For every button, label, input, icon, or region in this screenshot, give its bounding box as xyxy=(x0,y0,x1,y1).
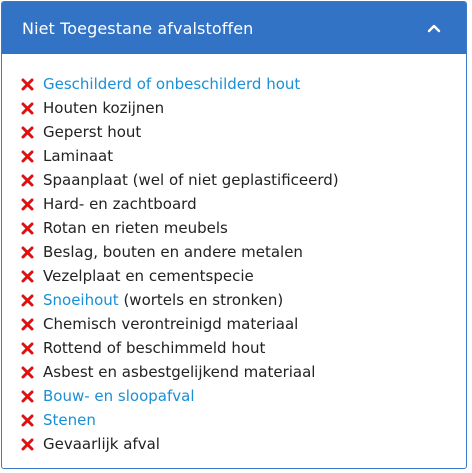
item-label: Asbest en asbestgelijkend materiaal xyxy=(43,363,316,381)
chevron-up-icon xyxy=(427,23,441,33)
list-item xyxy=(20,336,466,360)
list-item xyxy=(20,408,466,432)
list-item xyxy=(20,360,466,384)
list-item xyxy=(20,96,466,120)
item-label: Vezelplaat en cementspecie xyxy=(43,267,254,285)
cross-icon xyxy=(20,437,35,452)
cross-icon xyxy=(20,389,35,404)
cross-icon xyxy=(20,197,35,212)
cross-icon xyxy=(20,413,35,428)
item-label: Rotan en rieten meubels xyxy=(43,219,228,237)
panel-title: Niet Toegestane afvalstoffen xyxy=(22,18,254,38)
waste-list xyxy=(2,54,466,456)
cross-icon xyxy=(20,77,35,92)
cross-icon xyxy=(20,125,35,140)
cross-icon xyxy=(20,365,35,380)
item-link[interactable]: Snoeihout xyxy=(43,291,119,309)
cross-icon xyxy=(20,101,35,116)
item-label: Spaanplaat (wel of niet geplastificeerd) xyxy=(43,171,339,189)
list-item xyxy=(20,240,466,264)
list-item xyxy=(20,168,466,192)
collapse-toggle-button[interactable] xyxy=(422,16,446,40)
panel-header[interactable] xyxy=(2,2,466,54)
item-label: Laminaat xyxy=(43,147,114,165)
item-link[interactable]: Stenen xyxy=(43,411,96,429)
item-label: Gevaarlijk afval xyxy=(43,435,160,453)
list-item xyxy=(20,144,466,168)
list-item xyxy=(20,312,466,336)
item-link[interactable]: Geschilderd of onbeschilderd hout xyxy=(43,75,301,93)
list-item xyxy=(20,288,466,312)
cross-icon xyxy=(20,293,35,308)
waste-panel xyxy=(1,1,467,469)
cross-icon xyxy=(20,173,35,188)
list-item xyxy=(20,264,466,288)
item-label: Hard- en zachtboard xyxy=(43,195,197,213)
list-item xyxy=(20,192,466,216)
item-label: Chemisch verontreinigd materiaal xyxy=(43,315,299,333)
list-item xyxy=(20,432,466,456)
item-label: Geperst hout xyxy=(43,123,142,141)
item-label: Houten kozijnen xyxy=(43,99,165,117)
item-link[interactable]: Bouw- en sloopafval xyxy=(43,387,195,405)
list-item xyxy=(20,72,466,96)
list-item xyxy=(20,120,466,144)
item-suffix: (wortels en stronken) xyxy=(118,291,284,309)
list-item xyxy=(20,384,466,408)
cross-icon xyxy=(20,221,35,236)
cross-icon xyxy=(20,149,35,164)
cross-icon xyxy=(20,245,35,260)
cross-icon xyxy=(20,341,35,356)
list-item xyxy=(20,216,466,240)
cross-icon xyxy=(20,269,35,284)
item-label: Beslag, bouten en andere metalen xyxy=(43,243,303,261)
cross-icon xyxy=(20,317,35,332)
item-label: Rottend of beschimmeld hout xyxy=(43,339,266,357)
